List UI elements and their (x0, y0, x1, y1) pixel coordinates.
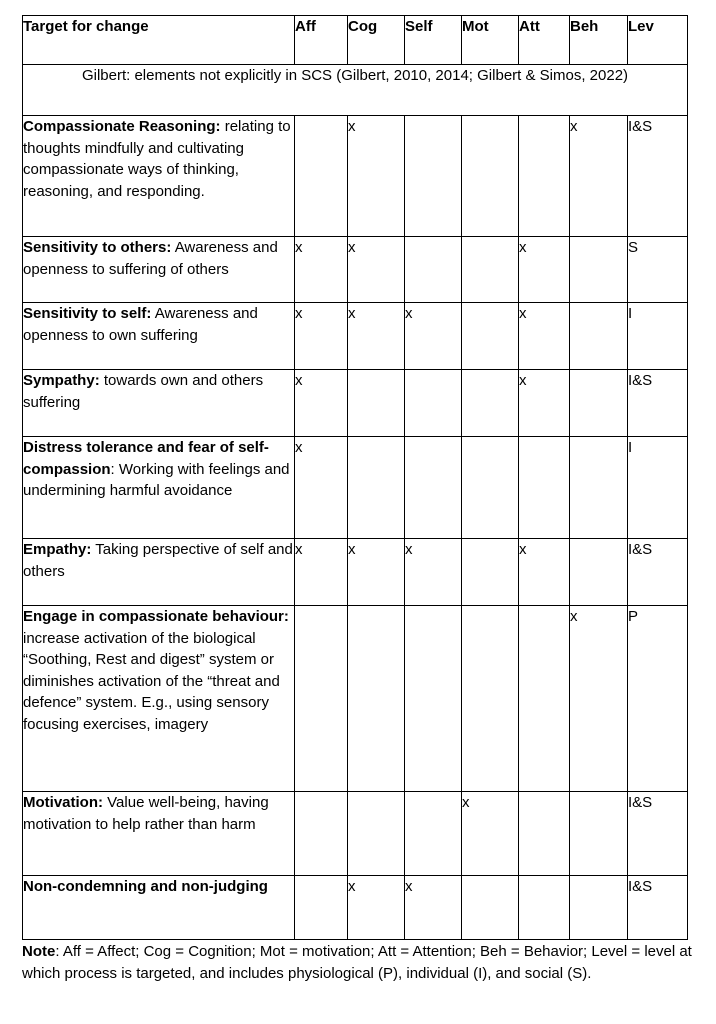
cog-cell (348, 606, 405, 792)
beh-cell (570, 303, 628, 370)
target-cell (23, 606, 295, 792)
col-header-cog: Cog (348, 16, 405, 65)
mot-cell (462, 539, 519, 606)
att-cell (519, 876, 570, 940)
col-header-lev: Lev (628, 16, 688, 65)
self-cell: x (405, 303, 462, 370)
table-row (23, 606, 688, 792)
beh-cell (570, 437, 628, 539)
compassion-targets-table (22, 15, 688, 940)
mot-cell: x (462, 792, 519, 876)
self-cell (405, 792, 462, 876)
col-header-target: Target for change (23, 16, 295, 65)
target-desc: increase activation of the biological “Soothing, Rest and digest” system or diminishes activation of the “threat and defence” system. E.g., using sensory focusing exercises, imagery (23, 629, 280, 733)
beh-cell (570, 237, 628, 303)
lev-cell: I&S (628, 539, 688, 606)
target-cell (23, 539, 295, 606)
target-desc: Taking perspective of self and others (23, 541, 293, 580)
table-row (23, 792, 688, 876)
target-desc: Awareness and openness to own suffering (23, 305, 258, 344)
cog-cell: x (348, 116, 405, 237)
table-row (23, 303, 688, 370)
target-title: Non-condemning and non-judging (23, 878, 268, 895)
mot-cell (462, 876, 519, 940)
table-note (22, 941, 692, 985)
target-cell (23, 116, 295, 237)
lev-cell: I (628, 437, 688, 539)
target-desc: : Working with feelings and undermining harmful avoidance (23, 460, 290, 499)
aff-cell: x (295, 437, 348, 539)
target-cell (23, 437, 295, 539)
header-row (23, 16, 688, 65)
beh-cell: x (570, 606, 628, 792)
table-row (23, 437, 688, 539)
aff-cell: x (295, 237, 348, 303)
col-header-beh: Beh (570, 16, 628, 65)
lev-cell: I&S (628, 370, 688, 437)
table-row (23, 116, 688, 237)
att-cell: x (519, 370, 570, 437)
mot-cell (462, 303, 519, 370)
self-cell (405, 437, 462, 539)
att-cell: x (519, 303, 570, 370)
self-cell (405, 237, 462, 303)
table-row (23, 876, 688, 940)
table-row (23, 539, 688, 606)
col-header-att: Att (519, 16, 570, 65)
att-cell: x (519, 539, 570, 606)
target-title: Motivation: (23, 794, 103, 811)
aff-cell (295, 606, 348, 792)
self-cell (405, 116, 462, 237)
target-title: Sensitivity to others: (23, 239, 172, 256)
aff-cell (295, 792, 348, 876)
target-cell (23, 792, 295, 876)
target-title: Compassionate Reasoning: (23, 118, 221, 135)
att-cell (519, 437, 570, 539)
aff-cell (295, 876, 348, 940)
col-header-aff: Aff (295, 16, 348, 65)
self-cell: x (405, 876, 462, 940)
cog-cell: x (348, 303, 405, 370)
target-title: Distress tolerance and fear of self-compassion (23, 439, 269, 478)
beh-cell (570, 876, 628, 940)
target-title: Sensitivity to self: (23, 305, 152, 322)
table-row (23, 237, 688, 303)
cog-cell (348, 792, 405, 876)
cog-cell: x (348, 539, 405, 606)
mot-cell (462, 116, 519, 237)
mot-cell (462, 237, 519, 303)
self-cell (405, 370, 462, 437)
target-cell (23, 876, 295, 940)
target-title: Engage in compassionate behaviour: (23, 608, 289, 625)
lev-cell: P (628, 606, 688, 792)
aff-cell: x (295, 539, 348, 606)
col-header-mot: Mot (462, 16, 519, 65)
self-cell (405, 606, 462, 792)
section-label: Gilbert: elements not explicitly in SCS (Gilbert, 2010, 2014; Gilbert & Simos, 2022) (23, 65, 688, 116)
lev-cell: I&S (628, 876, 688, 940)
target-cell (23, 237, 295, 303)
self-cell: x (405, 539, 462, 606)
lev-cell: S (628, 237, 688, 303)
note-label: Note (22, 943, 56, 960)
att-cell: x (519, 237, 570, 303)
target-cell (23, 370, 295, 437)
aff-cell (295, 116, 348, 237)
mot-cell (462, 370, 519, 437)
target-desc: Value well-being, having motivation to help rather than harm (23, 794, 269, 833)
cog-cell (348, 370, 405, 437)
target-desc: relating to thoughts mindfully and cultivating compassionate ways of thinking, reasoning, and responding. (23, 118, 291, 200)
lev-cell: I (628, 303, 688, 370)
section-row (23, 65, 688, 116)
mot-cell (462, 437, 519, 539)
cog-cell: x (348, 237, 405, 303)
lev-cell: I&S (628, 116, 688, 237)
beh-cell: x (570, 116, 628, 237)
target-cell (23, 303, 295, 370)
target-title: Empathy: (23, 541, 92, 558)
table-row (23, 370, 688, 437)
cog-cell: x (348, 876, 405, 940)
cog-cell (348, 437, 405, 539)
aff-cell: x (295, 370, 348, 437)
target-desc: Awareness and openness to suffering of others (23, 239, 278, 278)
att-cell (519, 606, 570, 792)
beh-cell (570, 792, 628, 876)
att-cell (519, 792, 570, 876)
aff-cell: x (295, 303, 348, 370)
col-header-self: Self (405, 16, 462, 65)
lev-cell: I&S (628, 792, 688, 876)
att-cell (519, 116, 570, 237)
note-text: : Aff = Affect; Cog = Cognition; Mot = motivation; Att = Attention; Beh = Behavior; Level = level at which process is targeted, and includes physiological (P), individual (I), and social (S). (22, 943, 692, 982)
target-desc: towards own and others suffering (23, 372, 264, 411)
beh-cell (570, 539, 628, 606)
beh-cell (570, 370, 628, 437)
mot-cell (462, 606, 519, 792)
target-title: Sympathy: (23, 372, 100, 389)
